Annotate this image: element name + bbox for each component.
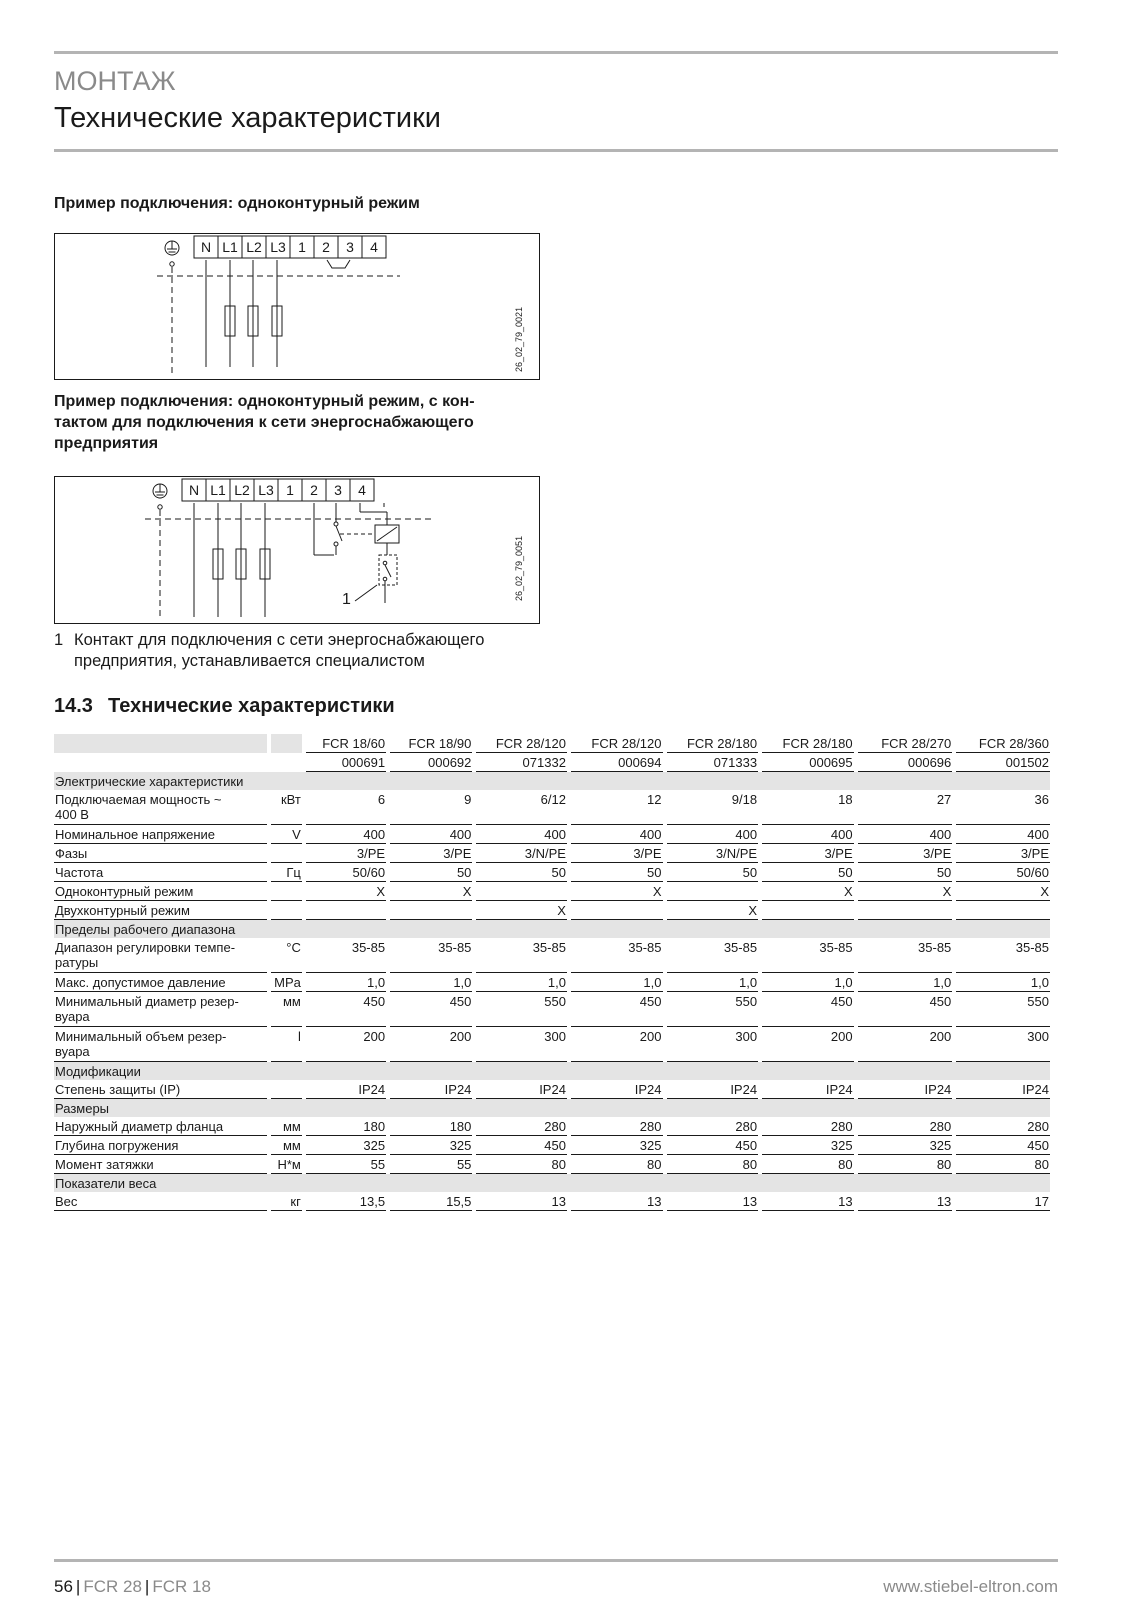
section-number: 14.3 (54, 695, 93, 717)
value-cell: 36 (956, 790, 1050, 825)
value-cell: IP24 (667, 1080, 759, 1099)
row-label-line: ратуры (55, 955, 99, 970)
table-row (54, 973, 1050, 992)
unit-cell (271, 844, 302, 863)
terminal-label: N (200, 239, 212, 255)
value-cell: 50 (667, 863, 759, 882)
legend-text (74, 630, 574, 672)
diagram1-heading: Пример подключения: одноконтурный режим (54, 195, 420, 212)
row-label-line: Фазы (55, 846, 88, 861)
terminal-label: 4 (370, 239, 378, 255)
unit-cell (271, 882, 302, 901)
value-cell: 180 (306, 1117, 386, 1136)
value-cell: 200 (306, 1027, 386, 1062)
value-cell: 400 (858, 825, 953, 844)
row-label-line: Подключаемая мощность ~ (55, 792, 222, 807)
unit-cell: мм (271, 1136, 302, 1155)
diagram-code: 26_02_79_0021 (514, 306, 524, 372)
value-cell: 50 (390, 863, 472, 882)
table-group-row (54, 1099, 1050, 1117)
row-label-line: Минимальный объем резер- (55, 1029, 227, 1044)
unit-cell: l (271, 1027, 302, 1062)
value-cell: 450 (390, 992, 472, 1027)
value-cell: 1,0 (390, 973, 472, 992)
table-header-row (54, 753, 1050, 772)
row-label-line: Частота (55, 865, 104, 880)
table-row (54, 1192, 1050, 1211)
diagram2-heading-line: Пример подключения: одноконтурный режим, с кон- (54, 393, 475, 410)
value-cell: 55 (390, 1155, 472, 1174)
value-cell: 80 (571, 1155, 663, 1174)
specifications-table-body (54, 734, 1050, 1211)
row-label (54, 973, 267, 992)
value-cell (476, 882, 567, 901)
value-cell: 12 (571, 790, 663, 825)
value-cell: 80 (667, 1155, 759, 1174)
value-cell: IP24 (956, 1080, 1050, 1099)
unit-cell: мм (271, 992, 302, 1027)
row-label-line: Одноконтурный режим (55, 884, 194, 899)
value-cell: IP24 (390, 1080, 472, 1099)
terminal-label: 1 (298, 239, 306, 255)
unit-cell: Н*м (271, 1155, 302, 1174)
value-cell: 6/12 (476, 790, 567, 825)
group-label: Показатели веса (54, 1174, 1050, 1192)
value-cell: 50 (476, 863, 567, 882)
value-cell: 35-85 (306, 938, 386, 973)
value-cell: X (390, 882, 472, 901)
value-cell: 6 (306, 790, 386, 825)
value-cell: 450 (858, 992, 953, 1027)
value-cell: 1,0 (476, 973, 567, 992)
value-cell: 280 (858, 1117, 953, 1136)
wiring-diagram-single-circuit (54, 233, 540, 380)
value-cell: 3/PE (762, 844, 854, 863)
value-cell (571, 901, 663, 920)
value-cell: 400 (571, 825, 663, 844)
value-cell (956, 901, 1050, 920)
article-code-header: 001502 (956, 753, 1050, 772)
legend-number: 1 (54, 631, 64, 649)
value-cell: 80 (762, 1155, 854, 1174)
value-cell: 325 (306, 1136, 386, 1155)
value-cell (858, 901, 953, 920)
footer-left (54, 1577, 211, 1597)
value-cell: 200 (571, 1027, 663, 1062)
model-header: FCR 28/120 (571, 734, 663, 753)
value-cell: 27 (858, 790, 953, 825)
value-cell: 300 (476, 1027, 567, 1062)
value-cell (667, 882, 759, 901)
row-label (54, 992, 267, 1027)
value-cell: 35-85 (390, 938, 472, 973)
table-row (54, 863, 1050, 882)
table-row (54, 992, 1050, 1027)
value-cell: 35-85 (667, 938, 759, 973)
footer-url: www.stiebel-eltron.com (883, 1577, 1058, 1596)
article-code-header: 000694 (571, 753, 663, 772)
value-cell: 1,0 (667, 973, 759, 992)
legend-line: Контакт для подключения с сети энергоснабжающего (74, 631, 485, 649)
terminal-label: L1 (210, 482, 226, 498)
header-rule (54, 149, 1058, 152)
page-title: Технические характеристики (54, 102, 441, 134)
page-number: 56 (54, 1577, 73, 1596)
value-cell: 13,5 (306, 1192, 386, 1211)
value-cell: 300 (956, 1027, 1050, 1062)
row-label (54, 1136, 267, 1155)
footer-rule (54, 1559, 1058, 1562)
value-cell: 450 (306, 992, 386, 1027)
value-cell: 13 (571, 1192, 663, 1211)
value-cell: IP24 (762, 1080, 854, 1099)
model-header: FCR 28/360 (956, 734, 1050, 753)
value-cell: 1,0 (571, 973, 663, 992)
value-cell: X (571, 882, 663, 901)
value-cell: 80 (858, 1155, 953, 1174)
table-row (54, 882, 1050, 901)
row-label-line: Двухконтурный режим (55, 903, 190, 918)
top-rule (54, 51, 1058, 54)
table-row (54, 1155, 1050, 1174)
value-cell: 400 (762, 825, 854, 844)
value-cell: 325 (858, 1136, 953, 1155)
value-cell: 13 (858, 1192, 953, 1211)
value-cell: 35-85 (858, 938, 953, 973)
table-row (54, 844, 1050, 863)
terminal-label: L2 (234, 482, 250, 498)
row-label-line: вуара (55, 1044, 90, 1059)
value-cell: 35-85 (571, 938, 663, 973)
value-cell: 450 (762, 992, 854, 1027)
terminal-label: 1 (286, 482, 294, 498)
value-cell: 50 (762, 863, 854, 882)
article-code-header: 000696 (858, 753, 953, 772)
value-cell: 18 (762, 790, 854, 825)
value-cell (390, 901, 472, 920)
value-cell: 3/PE (571, 844, 663, 863)
table-row (54, 1027, 1050, 1062)
value-cell: 50 (571, 863, 663, 882)
value-cell: 280 (571, 1117, 663, 1136)
value-cell: 50/60 (956, 863, 1050, 882)
value-cell: 80 (476, 1155, 567, 1174)
value-cell: 50 (858, 863, 953, 882)
row-label (54, 825, 267, 844)
table-row (54, 938, 1050, 973)
group-label: Размеры (54, 1099, 1050, 1117)
header-blank-cell (54, 753, 267, 772)
value-cell: 550 (956, 992, 1050, 1027)
model-header: FCR 28/120 (476, 734, 567, 753)
group-label: Электрические характеристики (54, 772, 1050, 790)
terminal-label: L2 (246, 239, 262, 255)
value-cell: 1,0 (956, 973, 1050, 992)
value-cell: 9 (390, 790, 472, 825)
unit-cell: Гц (271, 863, 302, 882)
value-cell: 325 (571, 1136, 663, 1155)
value-cell: 35-85 (476, 938, 567, 973)
value-cell: 280 (956, 1117, 1050, 1136)
wiring-diagram-utility-contact (54, 476, 540, 624)
value-cell: 3/N/PE (476, 844, 567, 863)
unit-cell: мм (271, 1117, 302, 1136)
diagram-code: 26_02_79_0051 (514, 535, 524, 601)
terminal-label: 4 (358, 482, 366, 498)
value-cell: 450 (476, 1136, 567, 1155)
row-label-line: Вес (55, 1194, 78, 1209)
table-row (54, 825, 1050, 844)
section-title: Технические характеристики (108, 695, 395, 717)
value-cell: 200 (858, 1027, 953, 1062)
section-heading (54, 695, 395, 718)
value-cell (762, 901, 854, 920)
value-cell: 13 (476, 1192, 567, 1211)
value-cell: 1,0 (762, 973, 854, 992)
value-cell: 280 (667, 1117, 759, 1136)
header-blank-cell (271, 753, 302, 772)
value-cell: 1,0 (858, 973, 953, 992)
unit-cell: кг (271, 1192, 302, 1211)
value-cell: 13 (667, 1192, 759, 1211)
value-cell: 400 (476, 825, 567, 844)
value-cell: 325 (762, 1136, 854, 1155)
value-cell: 400 (667, 825, 759, 844)
row-label-line: 400 В (55, 807, 89, 822)
model-header: FCR 18/90 (390, 734, 472, 753)
row-label (54, 1117, 267, 1136)
row-label (54, 863, 267, 882)
value-cell: X (306, 882, 386, 901)
terminal-block (194, 236, 386, 258)
wiring-diagram-1-svg (55, 234, 539, 379)
section-label: МОНТАЖ (54, 66, 176, 96)
value-cell: X (476, 901, 567, 920)
table-row (54, 790, 1050, 825)
ground-icon (165, 241, 179, 374)
value-cell: 450 (956, 1136, 1050, 1155)
value-cell: 3/PE (390, 844, 472, 863)
row-label (54, 882, 267, 901)
terminal-label: 2 (310, 482, 318, 498)
header-blank-cell (54, 734, 267, 753)
value-cell: X (956, 882, 1050, 901)
row-label-line: Номинальное напряжение (55, 827, 216, 842)
value-cell: 400 (390, 825, 472, 844)
row-label (54, 938, 267, 973)
legend-line: предприятия, устанавливается специалистом (74, 652, 425, 670)
footer-separator: | (144, 1577, 150, 1596)
value-cell: 400 (956, 825, 1050, 844)
unit-cell: V (271, 825, 302, 844)
row-label (54, 1192, 267, 1211)
terminal-label: 3 (346, 239, 354, 255)
row-label-line: Макс. допустимое давление (55, 975, 226, 990)
callout-number: 1 (342, 591, 351, 608)
value-cell: 325 (390, 1136, 472, 1155)
value-cell (306, 901, 386, 920)
terminal-label: 3 (334, 482, 342, 498)
row-label-line: Глубина погружения (55, 1138, 179, 1153)
article-code-header: 000695 (762, 753, 854, 772)
table-group-row (54, 1174, 1050, 1192)
table-group-row (54, 920, 1050, 938)
value-cell: 450 (571, 992, 663, 1027)
table-header-row (54, 734, 1050, 753)
row-label-line: вуара (55, 1009, 90, 1024)
value-cell: X (762, 882, 854, 901)
table-row (54, 901, 1050, 920)
unit-cell: MPa (271, 973, 302, 992)
table-row (54, 1080, 1050, 1099)
diagram2-heading-line: тактом для подключения к сети энергоснабжающего (54, 414, 474, 431)
model-header: FCR 28/180 (762, 734, 854, 753)
model-header: FCR 28/180 (667, 734, 759, 753)
value-cell: X (667, 901, 759, 920)
value-cell: 3/PE (306, 844, 386, 863)
footer-doc: FCR 28 (83, 1577, 142, 1596)
unit-cell (271, 1080, 302, 1099)
value-cell: 9/18 (667, 790, 759, 825)
value-cell: 280 (762, 1117, 854, 1136)
value-cell: 35-85 (956, 938, 1050, 973)
value-cell: 400 (306, 825, 386, 844)
value-cell: 3/N/PE (667, 844, 759, 863)
diagram2-heading-line: предприятия (54, 435, 159, 452)
value-cell: 15,5 (390, 1192, 472, 1211)
value-cell: 3/PE (858, 844, 953, 863)
value-cell: 13 (762, 1192, 854, 1211)
table-group-row (54, 1062, 1050, 1080)
value-cell: 180 (390, 1117, 472, 1136)
value-cell: 200 (762, 1027, 854, 1062)
group-label: Пределы рабочего диапазона (54, 920, 1050, 938)
row-label (54, 901, 267, 920)
unit-cell: кВт (271, 790, 302, 825)
row-label-line: Диапазон регулировки темпе- (55, 940, 236, 955)
group-label: Модификации (54, 1062, 1050, 1080)
row-label-line: Минимальный диаметр резер- (55, 994, 239, 1009)
value-cell: 35-85 (762, 938, 854, 973)
unit-cell (271, 901, 302, 920)
row-label (54, 1155, 267, 1174)
value-cell: 55 (306, 1155, 386, 1174)
value-cell: 3/PE (956, 844, 1050, 863)
terminal-label: L3 (270, 239, 286, 255)
table-group-row (54, 772, 1050, 790)
row-label-line: Наружный диаметр фланца (55, 1119, 224, 1134)
diagram2-heading (54, 391, 534, 454)
value-cell: 550 (476, 992, 567, 1027)
terminal-label: 2 (322, 239, 330, 255)
row-label-line: Момент затяжки (55, 1157, 154, 1172)
article-code-header: 000691 (306, 753, 386, 772)
value-cell: 80 (956, 1155, 1050, 1174)
specifications-table (50, 734, 1054, 1211)
footer-doc: FCR 18 (152, 1577, 211, 1596)
row-label-line: Степень защиты (IP) (55, 1082, 181, 1097)
terminal-block (182, 479, 374, 501)
terminal-label: N (188, 482, 200, 498)
table-row (54, 1117, 1050, 1136)
value-cell: IP24 (858, 1080, 953, 1099)
row-label (54, 1080, 267, 1099)
unit-cell: °C (271, 938, 302, 973)
table-row (54, 1136, 1050, 1155)
header-blank-cell (271, 734, 302, 753)
value-cell: 550 (667, 992, 759, 1027)
value-cell: 280 (476, 1117, 567, 1136)
terminal-label: L1 (222, 239, 238, 255)
model-header: FCR 18/60 (306, 734, 386, 753)
row-label (54, 844, 267, 863)
article-code-header: 071333 (667, 753, 759, 772)
row-label (54, 790, 267, 825)
value-cell: X (858, 882, 953, 901)
row-label (54, 1027, 267, 1062)
model-header: FCR 28/270 (858, 734, 953, 753)
article-code-header: 000692 (390, 753, 472, 772)
ground-icon (153, 484, 167, 619)
article-code-header: 071332 (476, 753, 567, 772)
value-cell: IP24 (571, 1080, 663, 1099)
terminal-label: L3 (258, 482, 274, 498)
value-cell: IP24 (306, 1080, 386, 1099)
value-cell: 200 (390, 1027, 472, 1062)
footer-separator: | (75, 1577, 81, 1596)
value-cell: 300 (667, 1027, 759, 1062)
value-cell: 17 (956, 1192, 1050, 1211)
value-cell: IP24 (476, 1080, 567, 1099)
value-cell: 1,0 (306, 973, 386, 992)
value-cell: 450 (667, 1136, 759, 1155)
wiring-diagram-2-svg (55, 477, 539, 623)
value-cell: 50/60 (306, 863, 386, 882)
